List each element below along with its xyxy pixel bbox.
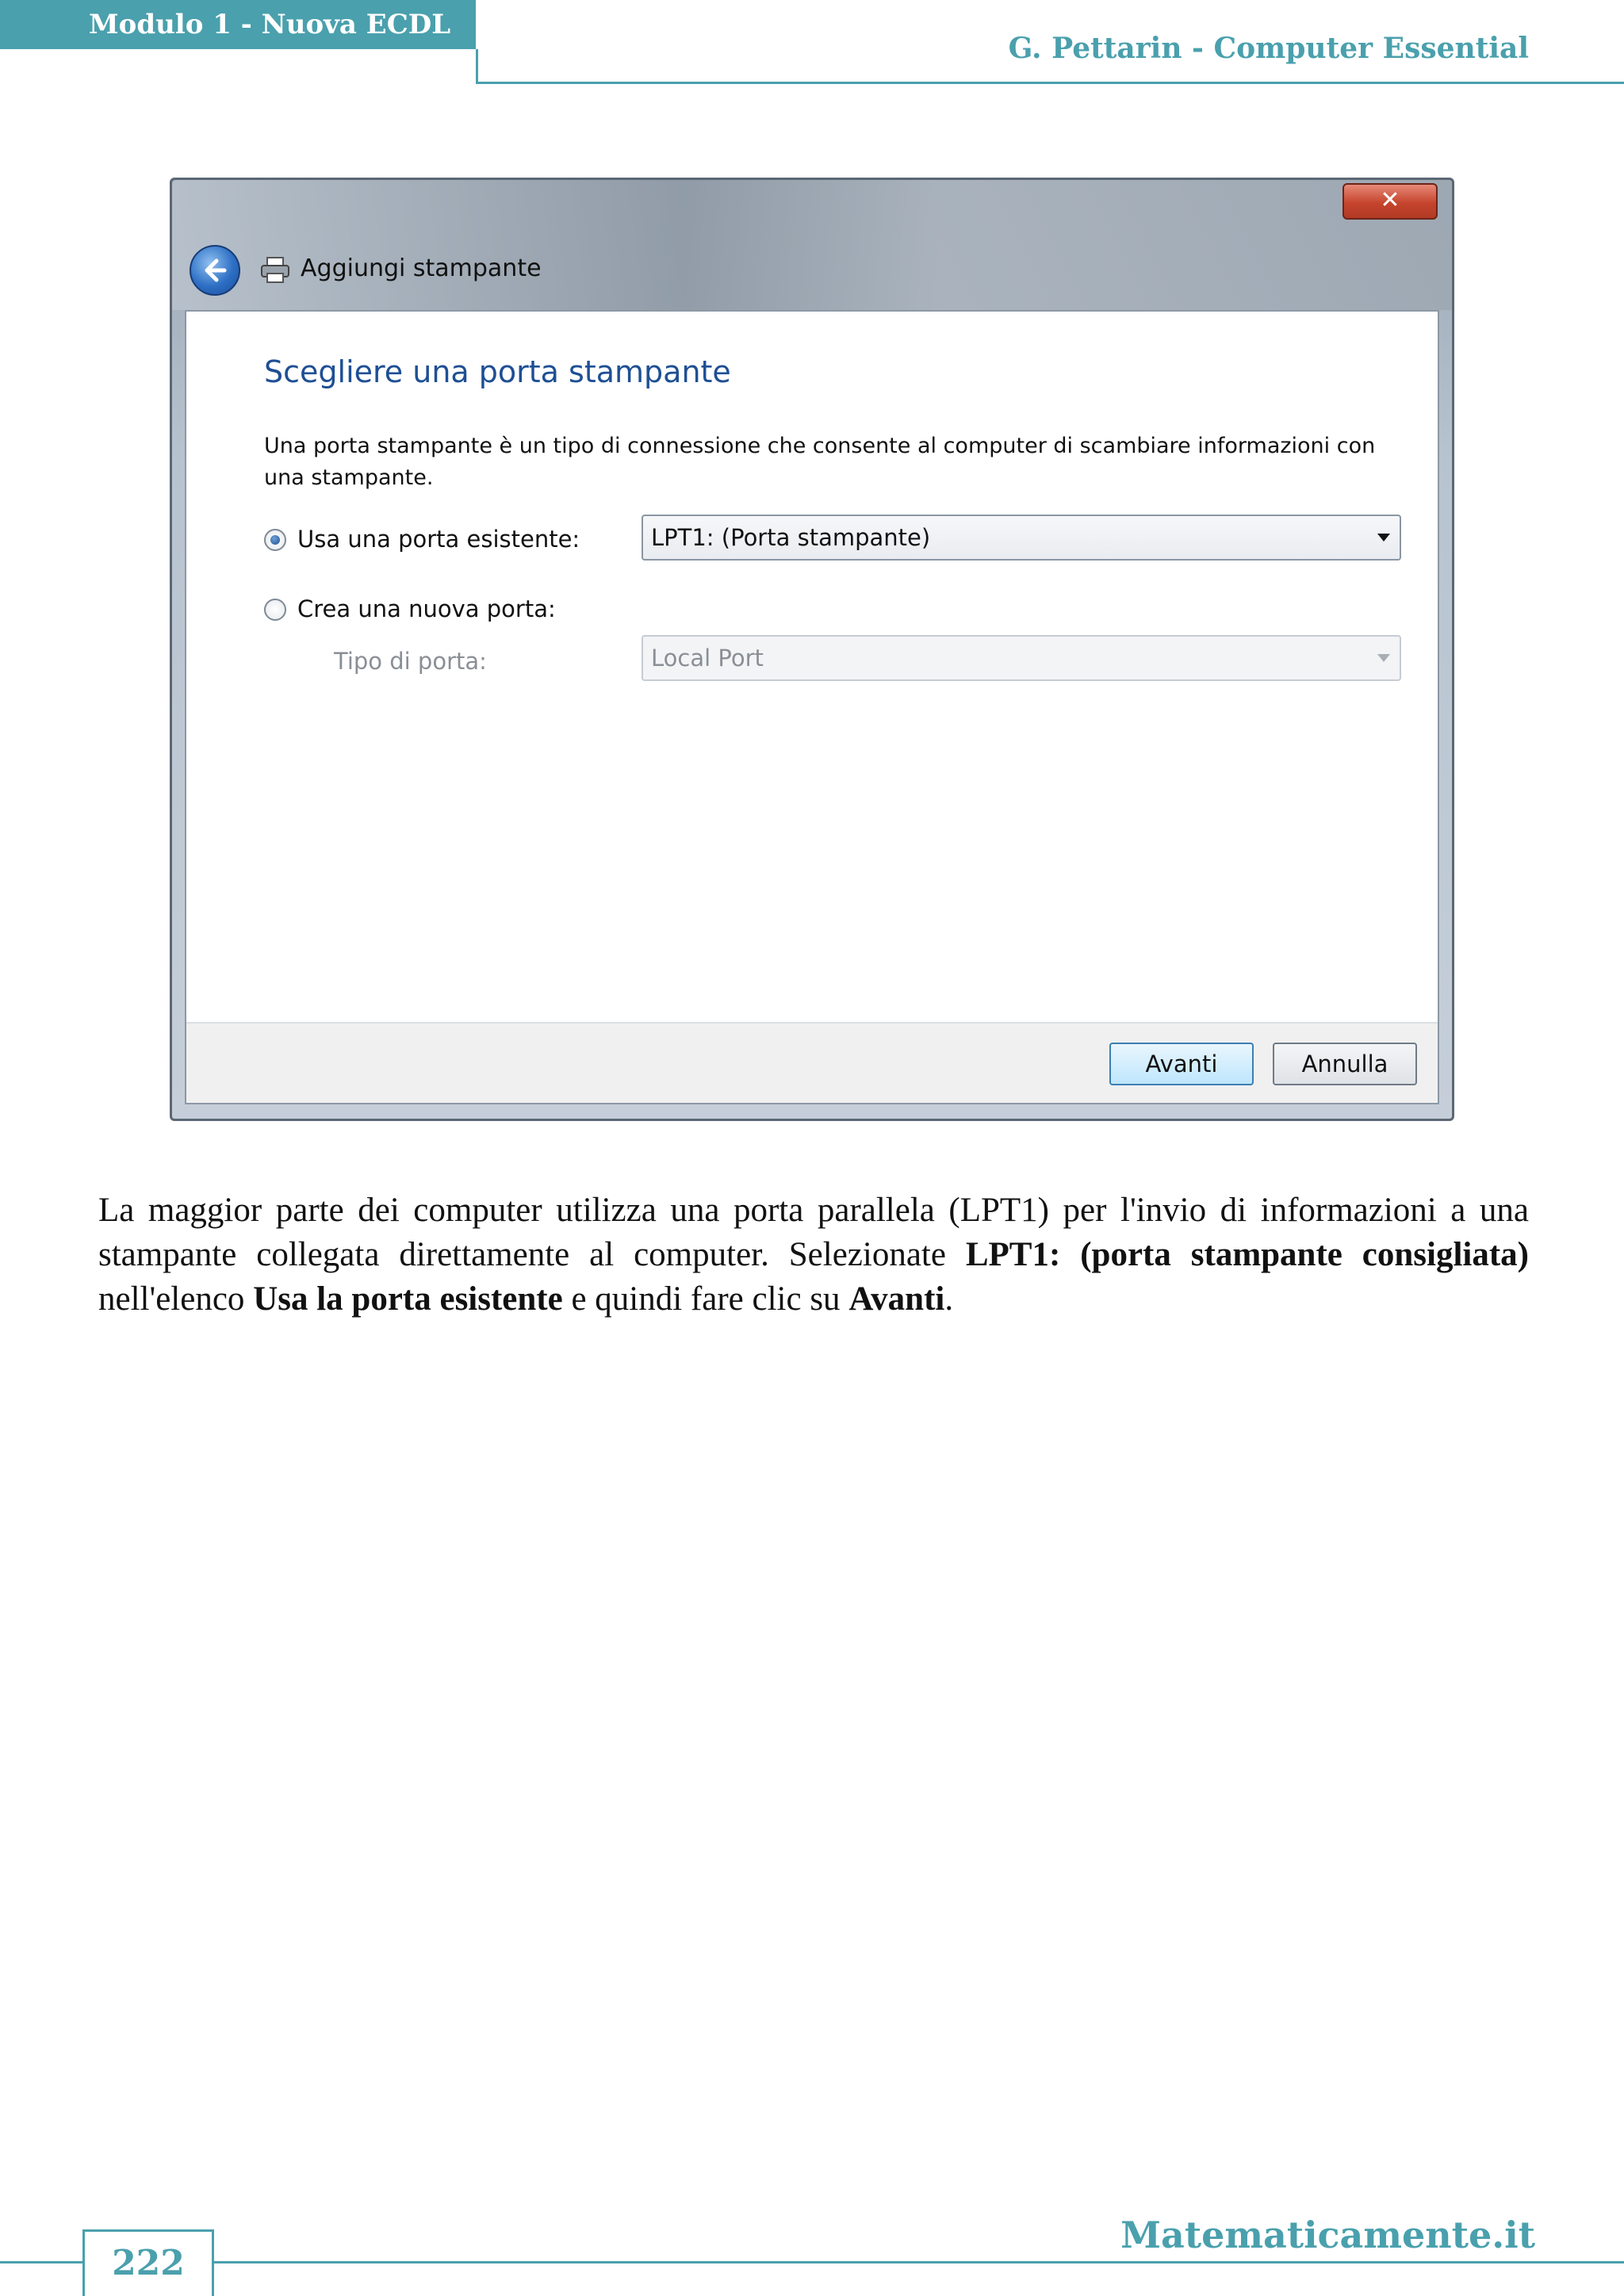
printer-icon <box>259 256 291 285</box>
port-type-select <box>642 635 1401 681</box>
dialog-heading: Scegliere una porta stampante <box>264 354 731 389</box>
add-printer-window <box>170 178 1454 1121</box>
close-icon: ✕ <box>1380 186 1400 214</box>
footer-divider-left <box>0 2261 84 2263</box>
next-button[interactable]: Avanti <box>1109 1043 1254 1085</box>
chevron-down-icon <box>1377 534 1390 541</box>
paragraph-bold-lpt1: LPT1: (porta stampante consigliata) <box>965 1236 1529 1273</box>
paragraph-text-2: nell'elenco <box>98 1280 254 1318</box>
footer-divider-right <box>213 2261 1624 2263</box>
existing-port-select[interactable] <box>642 515 1401 561</box>
existing-port-value: LPT1: (Porta stampante) <box>651 524 931 551</box>
create-new-port-radio[interactable] <box>264 599 286 621</box>
create-new-port-label[interactable]: Crea una nuova porta: <box>297 595 556 622</box>
window-title: Aggiungi stampante <box>301 254 542 282</box>
paragraph-bold-existing-port: Usa la porta esistente <box>253 1280 563 1318</box>
book-title: G. Pettarin - Computer Essential <box>1008 32 1529 65</box>
back-arrow-icon <box>201 256 229 285</box>
dialog-footer <box>186 1022 1438 1103</box>
header-divider-horizontal <box>476 82 1624 84</box>
paragraph-text-1: La maggior parte dei computer utilizza una porta parallela (LPT1) per l'invio di informazioni a una stampante collegata direttamente al computer. Selezionate <box>98 1192 1529 1273</box>
paragraph-bold-avanti: Avanti <box>848 1280 945 1318</box>
window-titlebar <box>172 180 1452 310</box>
header-divider-vertical <box>476 49 478 84</box>
dialog-description: Una porta stampante è un tipo di connessione che consente al computer di scambiare informazioni con una stampante. <box>264 434 1376 490</box>
footer-site: Matematicamente.it <box>1120 2214 1535 2256</box>
paragraph-text-4: . <box>944 1280 954 1318</box>
module-tab: Modulo 1 - Nuova ECDL <box>0 0 476 49</box>
dialog-client-area <box>185 310 1439 1104</box>
page-number-box <box>82 2229 214 2296</box>
body-paragraph <box>98 1188 1529 1322</box>
chevron-down-icon <box>1377 654 1390 662</box>
back-button[interactable] <box>190 245 240 296</box>
port-type-label: Tipo di porta: <box>334 648 487 675</box>
page-number: 222 <box>112 2243 185 2283</box>
port-type-value: Local Port <box>651 645 764 672</box>
use-existing-port-label[interactable]: Usa una porta esistente: <box>297 526 580 553</box>
cancel-button[interactable]: Annulla <box>1273 1043 1417 1085</box>
use-existing-port-radio[interactable] <box>264 529 286 551</box>
paragraph-text-3: e quindi fare clic su <box>562 1280 849 1318</box>
close-button[interactable] <box>1342 183 1438 220</box>
